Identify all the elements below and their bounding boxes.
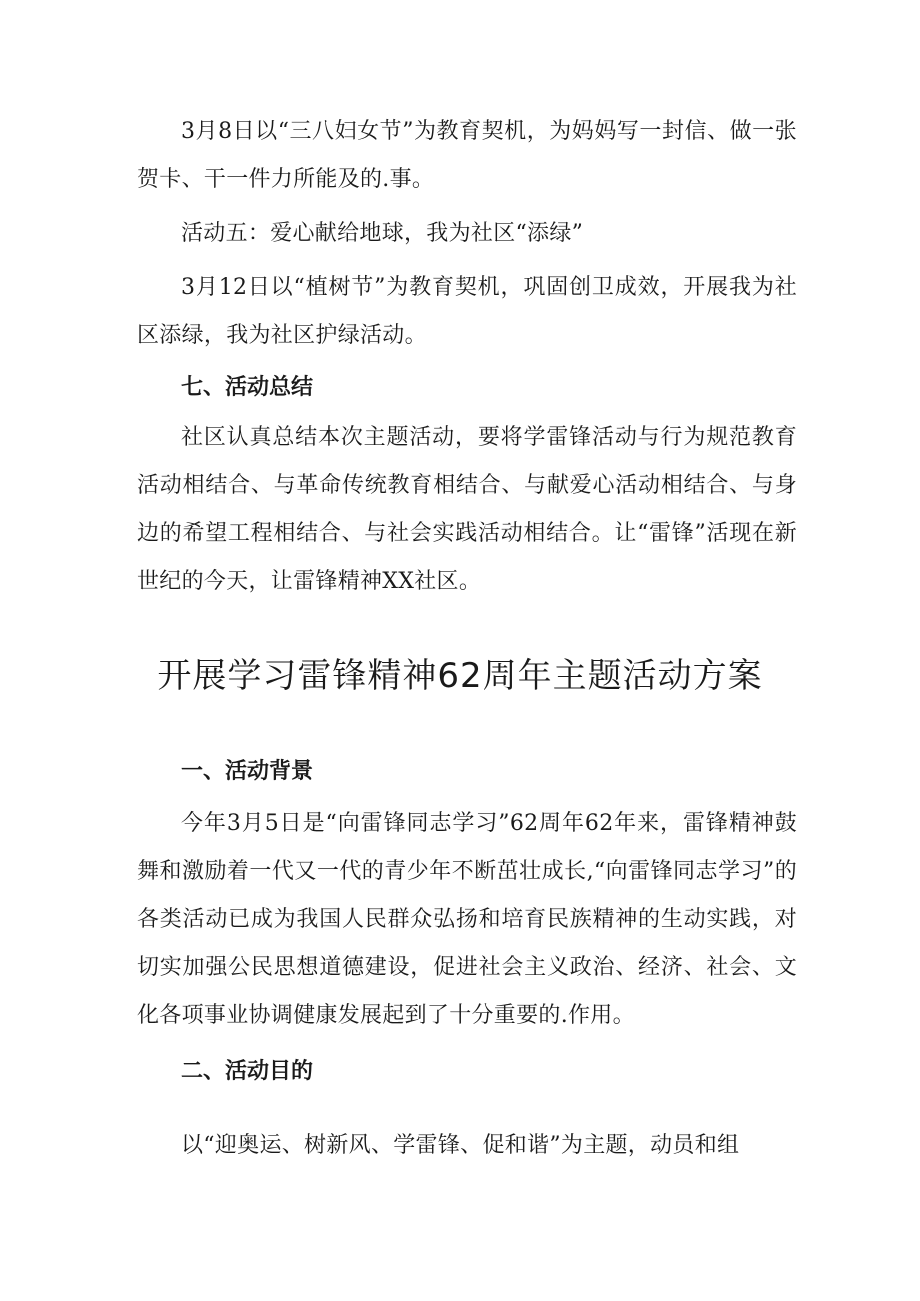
- heading-activity-purpose: 二、活动目的: [181, 1059, 314, 1084]
- paragraph-background: 今年3月5日是“向雷锋同志学习”62周年62年来，雷锋精神鼓舞和激励着一代又一代的青少年不断茁壮成长,“向雷锋同志学习”的各类活动已成为我国人民群众弘扬和培育民族精神的生动实践，对切实加强公民思想道德建设，促进社会主义政治、经济、社会、文化各项事业协调健康发展起到了十分重要的.作用。: [137, 811, 797, 1028]
- paragraph-summary: 社区认真总结本次主题活动，要将学雷锋活动与行为规范教育活动相结合、与革命传统教育相结合、与献爱心活动相结合、与身边的希望工程相结合、与社会实践活动相结合。让“雷锋”活现在新世纪的今天，让雷锋精神XX社区。: [137, 425, 797, 594]
- paragraph-womens-day: 3月8日以“三八妇女节”为教育契机，为妈妈写一封信、做一张贺卡、干一件力所能及的.事。: [137, 119, 797, 192]
- paragraph-activity-five: 活动五：爱心献给地球，我为社区“添绿”: [181, 221, 584, 246]
- paragraph-arbor-day: 3月12日以“植树节”为教育契机，巩固创卫成效，开展我为社区添绿，我为社区护绿活动。: [137, 275, 797, 348]
- bottom-section: [137, 748, 797, 1170]
- heading-activity-background: 一、活动背景: [181, 759, 314, 784]
- document-title: 开展学习雷锋精神62周年主题活动方案: [157, 656, 763, 696]
- top-section: [137, 108, 797, 606]
- paragraph-purpose: 以“迎奥运、树新风、学雷锋、促和谐”为主题，动员和组: [181, 1133, 740, 1158]
- heading-activity-summary: 七、活动总结: [181, 375, 314, 400]
